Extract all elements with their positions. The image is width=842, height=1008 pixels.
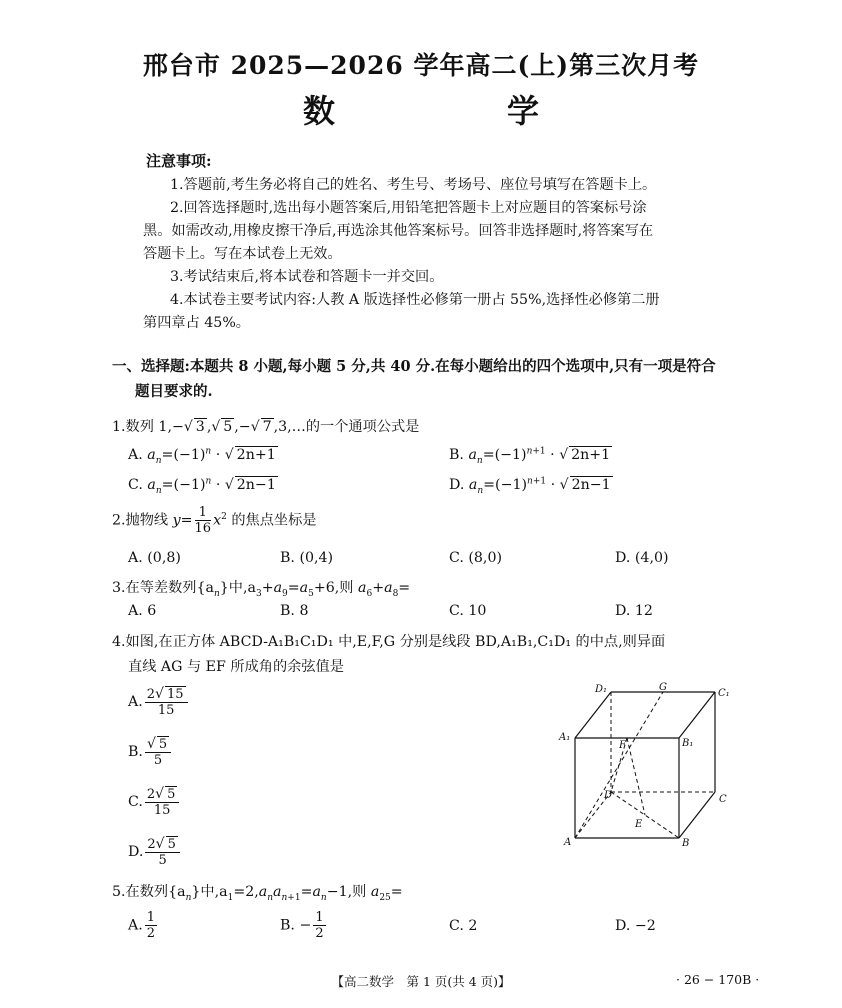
notice-item-2c: 答题卡上。写在本试卷上无效。 bbox=[143, 246, 342, 262]
notice-heading: 注意事项: bbox=[146, 152, 212, 170]
section-1-line-1: 一、选择题:本题共 8 小题,每小题 5 分,共 40 分.在每小题给出的四个选项中,只有一项是符合 bbox=[112, 358, 716, 375]
q5-option-a-num: 1 bbox=[146, 910, 156, 925]
q2-stem-text-b: 的焦点坐标是 bbox=[226, 512, 317, 529]
q4-option-a-label: A. bbox=[128, 694, 143, 710]
q1-option-c-rad: 2n−1 bbox=[236, 477, 276, 493]
q1-option-d-rad: 2n−1 bbox=[571, 477, 611, 493]
q1-option-c[interactable]: C. $a_n=(-1)^n$ · √ 2n−1 bbox=[128, 476, 276, 496]
label-b: B bbox=[682, 838, 690, 849]
question-3-stem: 3.在等差数列$\{a_n\}$中$,a_3+a_9=a_5+6$,则 $a_6+a_8=$ bbox=[112, 580, 411, 599]
label-d1: D₁ bbox=[595, 684, 608, 695]
q1-option-b[interactable]: B. $a_n=(-1)^{n+1}$ · √ 2n+1 bbox=[449, 446, 611, 466]
question-4-line-2: 直线 AG 与 EF 所成角的余弦值是 bbox=[128, 659, 344, 675]
q3-option-b[interactable]: B. 8 bbox=[280, 603, 309, 619]
q3-option-c[interactable]: C. 10 bbox=[449, 603, 487, 619]
q3-option-d[interactable]: D. 12 bbox=[615, 603, 653, 619]
question-1-stem bbox=[112, 416, 419, 436]
label-a: A bbox=[564, 837, 572, 848]
q4-option-c-coef: 2 bbox=[146, 787, 156, 802]
section-1-line-2: 题目要求的. bbox=[135, 383, 213, 400]
q1-stem-rad-5: 5 bbox=[223, 419, 233, 435]
q4-option-b-den: 5 bbox=[153, 753, 163, 768]
q2-stem-text-a: 2.抛物线 bbox=[112, 512, 173, 529]
q5-option-b-den: 2 bbox=[315, 926, 324, 941]
cube-figure bbox=[555, 680, 735, 850]
q5-option-c[interactable]: C. 2 bbox=[449, 918, 478, 934]
label-e: E bbox=[635, 819, 643, 830]
q4-option-c-rad: 5 bbox=[167, 787, 176, 802]
q4-option-c[interactable] bbox=[128, 786, 181, 818]
q1-option-a-label: A. bbox=[128, 447, 143, 463]
question-5-stem: 5.在数列$\{a_n\}$中$,a_1=2,a_na_{n+1}=a_n-1$,则 $a_{25}=$ bbox=[112, 884, 403, 903]
q4-option-d-den: 5 bbox=[158, 853, 167, 868]
q5-option-a[interactable] bbox=[128, 910, 159, 941]
edge-b1c1 bbox=[679, 692, 715, 738]
q4-option-a[interactable] bbox=[128, 686, 190, 718]
q4-option-c-den: 15 bbox=[153, 803, 171, 818]
q3-stem-text-a: 3.在等差数列{a bbox=[112, 580, 214, 596]
exam-subject: 数 学 bbox=[302, 92, 609, 130]
q1-option-a-rad: 2n+1 bbox=[236, 447, 276, 463]
sqrt-symbol: √ bbox=[211, 419, 221, 435]
q2-option-d[interactable]: D. (4,0) bbox=[615, 550, 669, 566]
q1-option-b-rad: 2n+1 bbox=[571, 447, 611, 463]
q5-option-d[interactable]: D. −2 bbox=[615, 918, 656, 934]
sqrt-symbol: √ bbox=[146, 736, 156, 752]
label-c1: C₁ bbox=[718, 688, 730, 699]
q1-stem-rad-3: 3 bbox=[195, 419, 205, 435]
q4-option-d-label: D. bbox=[128, 844, 144, 860]
sqrt-symbol: √ bbox=[155, 786, 165, 802]
q5-option-a-den: 2 bbox=[146, 926, 156, 941]
q1-stem-text-a: 1.数列 1,− bbox=[112, 419, 184, 435]
q1-option-d-label: D. bbox=[449, 477, 465, 493]
label-b1: B₁ bbox=[682, 738, 694, 749]
q4-option-a-coef: 2 bbox=[146, 687, 156, 702]
q1-option-c-label: C. bbox=[128, 477, 143, 493]
section-1-heading bbox=[112, 354, 736, 404]
q5-option-a-fraction bbox=[145, 910, 157, 941]
q5-option-b-num: 1 bbox=[315, 910, 324, 925]
q1-option-b-label: B. bbox=[449, 447, 464, 463]
q4-option-d-fraction bbox=[145, 836, 179, 868]
sqrt-symbol: √ bbox=[559, 447, 569, 463]
question-2-stem: 2.抛物线 y= $\frac{1}{16}$ $x^2$ 的焦点坐标是 bbox=[112, 505, 317, 536]
question-4-line-1: 4.如图,在正方体 ABCD-A₁B₁C₁D₁ 中,E,F,G 分别是线段 BD,A₁B₁,C₁D₁ 的中点,则异面 bbox=[112, 634, 666, 650]
q1-option-a[interactable]: A. $a_n=(-1)^n$ · √ 2n+1 bbox=[128, 446, 276, 466]
q3-stem-text-b: }中,a bbox=[219, 580, 256, 596]
q4-option-c-fraction bbox=[145, 786, 179, 818]
q4-option-a-den: 15 bbox=[157, 703, 175, 718]
q2-option-a[interactable]: A. (0,8) bbox=[128, 550, 181, 566]
q4-option-a-rad: 15 bbox=[166, 687, 184, 702]
q2-fraction-num: 1 bbox=[195, 505, 212, 521]
notice-item-1: 1.答题前,考生务必将自己的姓名、考生号、考场号、座位号填写在答题卡上。 bbox=[170, 177, 657, 193]
sqrt-symbol: √ bbox=[224, 477, 234, 493]
paper-code: · 26 − 170B · bbox=[676, 972, 760, 987]
q4-option-d-rad: 5 bbox=[167, 837, 176, 852]
q1-stem-text-c: , bbox=[206, 419, 212, 435]
notice-item-4b: 第四章占 45%。 bbox=[143, 315, 250, 331]
q4-option-c-label: C. bbox=[128, 794, 143, 810]
edge-a1d1 bbox=[575, 692, 611, 738]
q2-option-c[interactable]: C. (8,0) bbox=[449, 550, 503, 566]
sqrt-symbol: √ bbox=[183, 419, 193, 435]
notice-item-3: 3.考试结束后,将本试卷和答题卡一并交回。 bbox=[170, 269, 444, 285]
q4-option-d-coef: 2 bbox=[147, 837, 156, 852]
notice-item-2a: 2.回答选择题时,选出每小题答案后,用铅笔把答题卡上对应题目的答案标号涂 bbox=[170, 200, 647, 216]
label-c: C bbox=[719, 794, 727, 805]
q1-stem-text-g: ,3,…的一个通项公式是 bbox=[273, 419, 420, 435]
q2-fraction bbox=[195, 505, 212, 536]
q2-fraction-den: 16 bbox=[194, 521, 212, 536]
exam-title: 邢台市 2025—2026 学年高二(上)第三次月考 bbox=[142, 51, 700, 80]
label-a1: A₁ bbox=[559, 732, 571, 743]
notice-item-2b: 黑。如需改动,用橡皮擦干净后,再选涂其他答案标号。回答非选择题时,将答案写在 bbox=[143, 223, 654, 239]
notice-item-4a: 4.本试卷主要考试内容:人教 A 版选择性必修第一册占 55%,选择性必修第二册 bbox=[170, 292, 660, 308]
q1-stem-rad-7: 7 bbox=[262, 419, 272, 435]
q1-stem-text-e: ,− bbox=[234, 419, 251, 435]
segment-fe-hidden bbox=[627, 738, 645, 815]
q4-option-b-rad: 5 bbox=[158, 737, 168, 752]
edge-bc bbox=[679, 792, 715, 838]
sqrt-symbol: √ bbox=[224, 447, 234, 463]
q2-option-b[interactable]: B. (0,4) bbox=[280, 550, 334, 566]
q4-option-a-fraction bbox=[145, 686, 188, 718]
q5-option-b[interactable] bbox=[280, 910, 328, 941]
q5-option-b-label: B. − bbox=[280, 917, 312, 934]
q5-stem-text-a: 5.在数列{a bbox=[112, 884, 186, 900]
q4-option-d[interactable] bbox=[128, 836, 182, 868]
sqrt-symbol: √ bbox=[559, 477, 569, 493]
sqrt-symbol: √ bbox=[155, 836, 165, 852]
q4-option-b[interactable] bbox=[128, 736, 173, 768]
q4-option-b-fraction bbox=[145, 736, 171, 768]
q5-option-b-fraction bbox=[313, 910, 325, 941]
q5-option-a-label: A. bbox=[128, 917, 143, 934]
q5-stem-text-b: }中,a bbox=[191, 884, 228, 900]
sqrt-symbol: √ bbox=[250, 419, 260, 435]
q3-option-a[interactable]: A. 6 bbox=[128, 603, 157, 619]
page-footer: 【高二数学 第 1 页(共 4 页)】 bbox=[331, 974, 511, 989]
label-d: D bbox=[604, 790, 613, 801]
label-g: G bbox=[659, 682, 667, 693]
sqrt-symbol: √ bbox=[155, 686, 164, 702]
q1-option-d[interactable]: D. $a_n=(-1)^{n+1}$ · √ 2n−1 bbox=[449, 476, 611, 496]
q4-option-b-label: B. bbox=[128, 744, 143, 760]
label-f: F bbox=[619, 740, 626, 751]
